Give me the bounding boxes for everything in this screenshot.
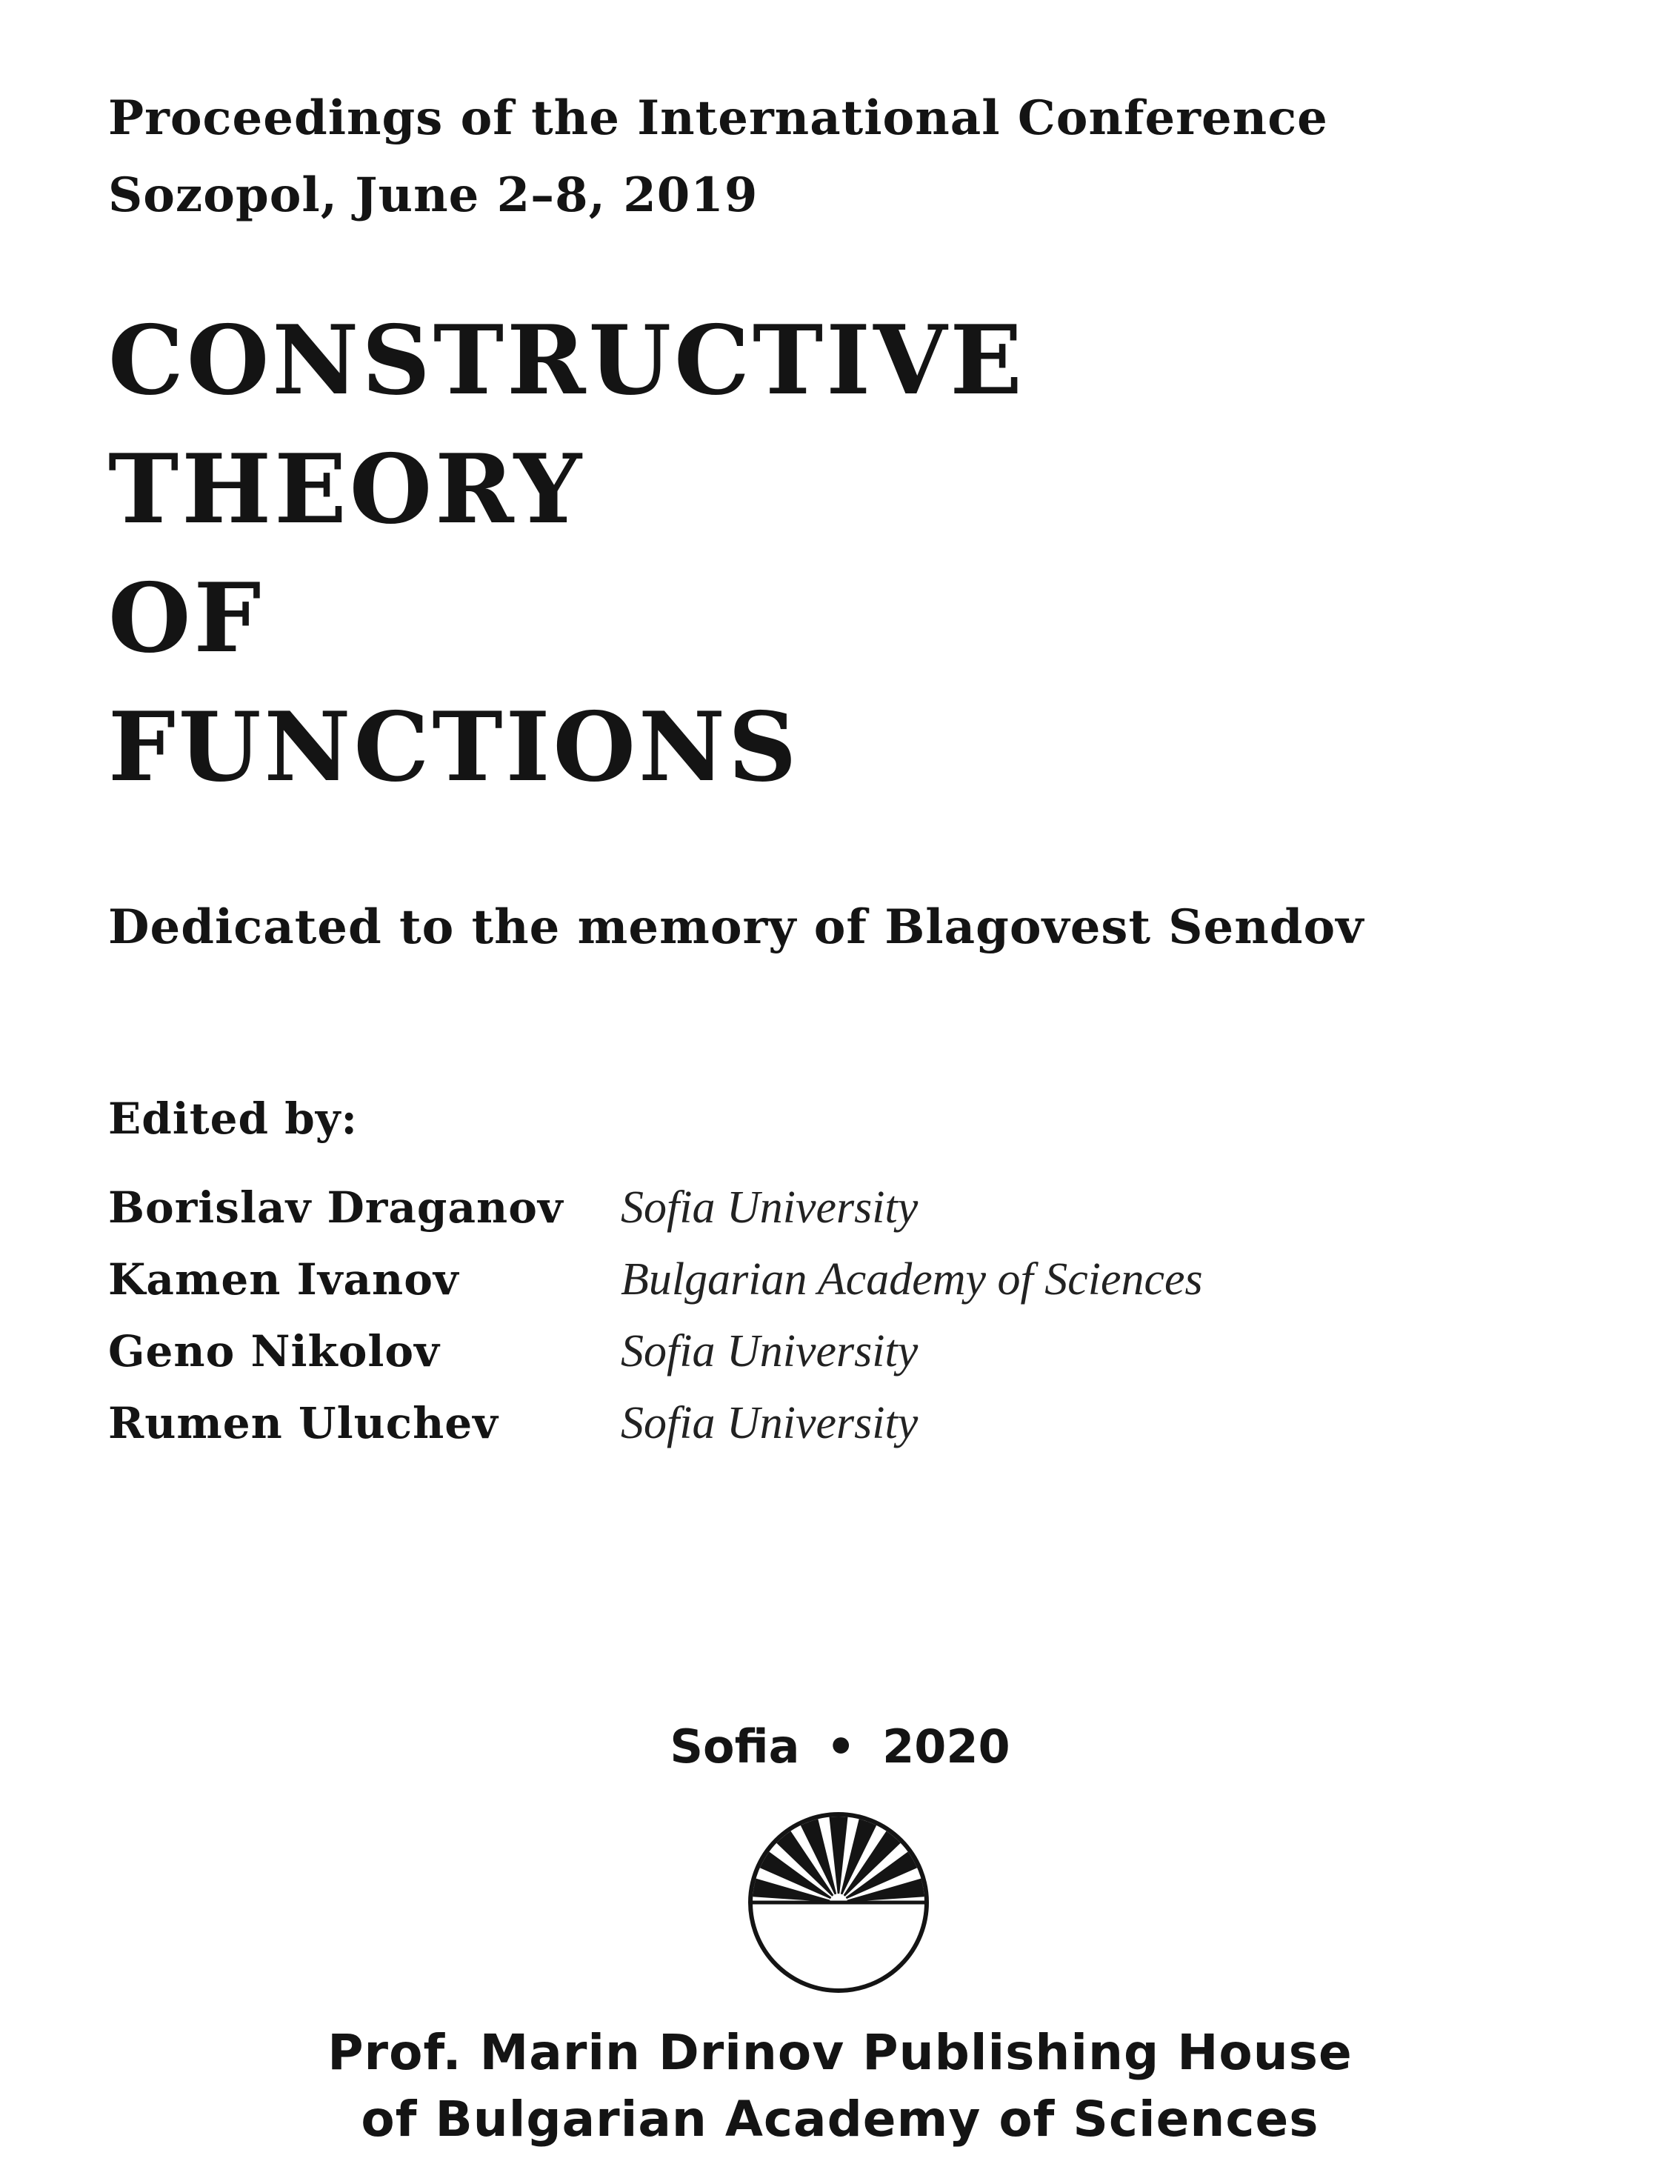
editor-affiliation: Bulgarian Academy of Sciences <box>621 1254 1203 1305</box>
edited-by-label: Edited by: <box>108 1093 358 1144</box>
editor-name: Geno Nikolov <box>108 1326 440 1376</box>
publisher-sunrise-logo-icon <box>744 1808 933 1997</box>
proceedings-line-1: Proceedings of the International Conference <box>108 90 1328 146</box>
publisher-name <box>0 2020 1680 2153</box>
editor-name: Kamen Ivanov <box>108 1254 459 1305</box>
book-title-line-1: CONSTRUCTIVE <box>108 305 1025 416</box>
publisher-line-1: Prof. Marin Drinov Publishing House <box>327 2024 1353 2081</box>
editor-affiliation: Sofia University <box>621 1398 919 1448</box>
proceedings-heading <box>108 80 1328 234</box>
proceedings-line-2: Sozopol, June 2–8, 2019 <box>108 167 759 223</box>
book-title <box>108 296 1025 812</box>
editor-name: Rumen Uluchev <box>108 1398 499 1448</box>
publisher-line-2: of Bulgarian Academy of Sciences <box>361 2091 1319 2148</box>
bullet-separator: • <box>826 1719 856 1774</box>
editor-name: Borislav Draganov <box>108 1182 564 1233</box>
editor-affiliation: Sofia University <box>621 1326 919 1376</box>
book-title-line-3: OF <box>108 563 264 674</box>
book-title-line-4: FUNCTIONS <box>108 692 800 803</box>
imprint-year: 2020 <box>882 1719 1010 1774</box>
dedication: Dedicated to the memory of Blagovest Sendov <box>108 899 1364 955</box>
editor-affiliation: Sofia University <box>621 1182 919 1233</box>
book-title-line-2: THEORY <box>108 434 585 545</box>
imprint-place: Sofia <box>670 1719 800 1774</box>
imprint-place-year <box>0 1717 1680 1777</box>
